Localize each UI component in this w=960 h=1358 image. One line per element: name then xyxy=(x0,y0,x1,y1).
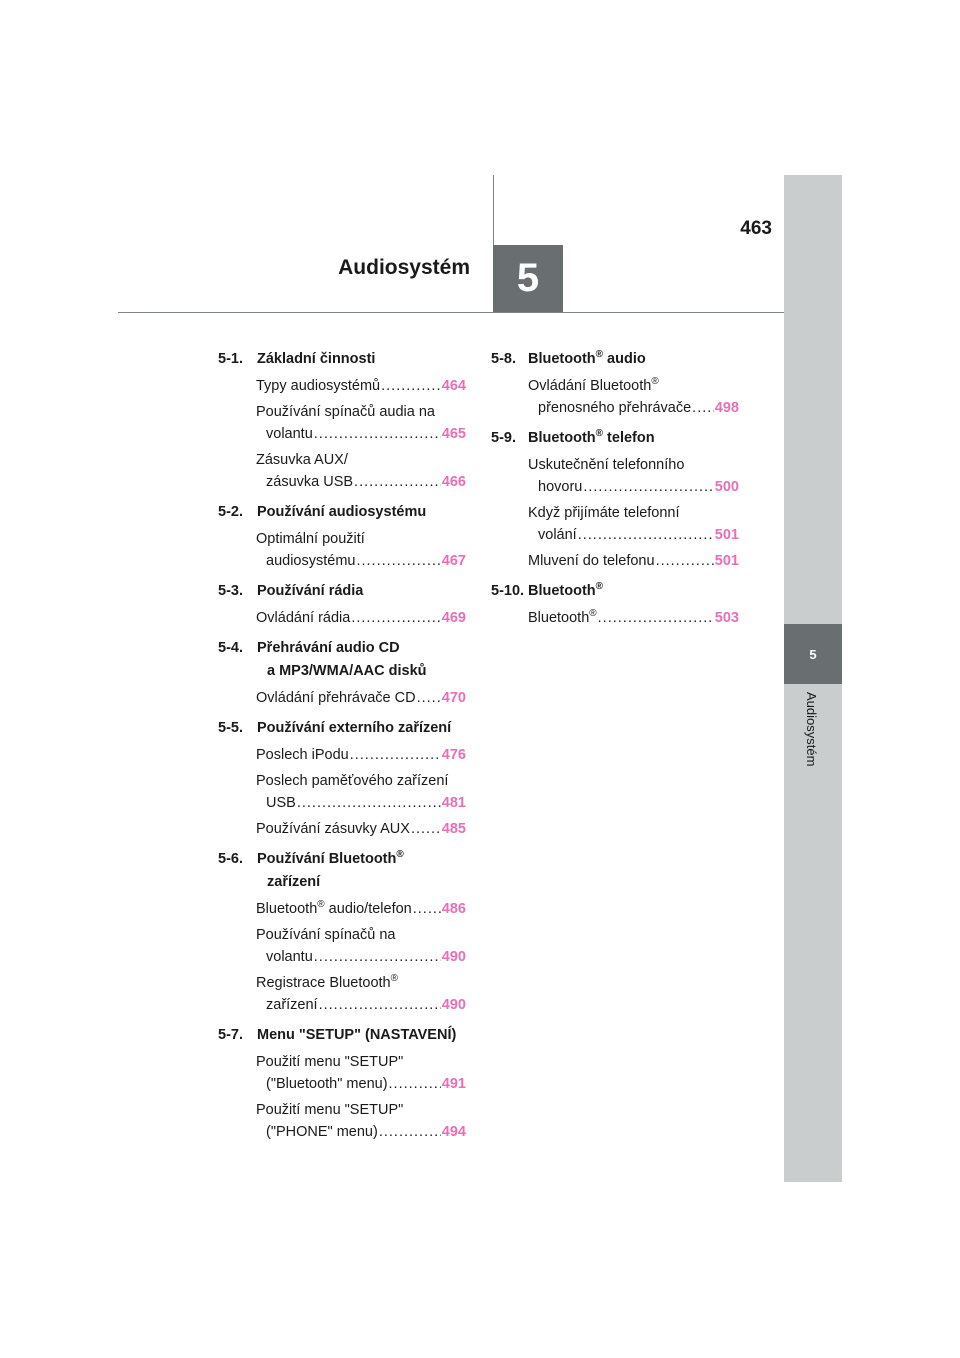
toc-entry[interactable] xyxy=(528,502,739,546)
section-number: 5-10. xyxy=(491,583,525,599)
page-link[interactable]: 481 xyxy=(441,795,466,811)
dot-leader xyxy=(578,524,714,546)
toc-entry[interactable] xyxy=(256,687,466,709)
dot-leader xyxy=(413,898,441,920)
section-title-suffix: audio xyxy=(603,351,646,367)
entry-title-line1: Optimální použití xyxy=(256,531,365,547)
entry-title: Typy audiosystémů xyxy=(256,378,381,394)
entry-title: Bluetooth xyxy=(528,610,590,626)
page-link[interactable]: 498 xyxy=(714,400,739,416)
page-link[interactable]: 494 xyxy=(441,1124,466,1140)
dot-leader xyxy=(319,994,441,1016)
entry-title: volantu xyxy=(266,426,313,442)
side-tab-number[interactable]: 5 xyxy=(784,624,842,684)
dot-leader xyxy=(354,471,441,493)
page-link[interactable]: 469 xyxy=(441,610,466,626)
dot-leader xyxy=(656,550,714,572)
entry-title-line1: Použití menu "SETUP" xyxy=(256,1054,404,1070)
toc-column-right xyxy=(491,340,739,629)
toc-entry[interactable] xyxy=(528,375,739,419)
section-number: 5-9. xyxy=(491,430,516,446)
entry-title-line1: Používání spínačů na xyxy=(256,927,396,943)
page-link[interactable]: 464 xyxy=(441,378,466,394)
section-number: 5-7. xyxy=(218,1027,243,1043)
dot-leader xyxy=(297,792,441,814)
section-title: Bluetooth xyxy=(528,430,596,446)
entry-title-line1: Registrace Bluetooth xyxy=(256,975,391,991)
entry-title: přenosného přehrávače xyxy=(538,400,692,416)
entry-title: Mluvení do telefonu xyxy=(528,553,655,569)
toc-entry[interactable] xyxy=(256,818,466,840)
dot-leader xyxy=(598,607,714,629)
entry-title: volantu xyxy=(266,949,313,965)
section-title-line2: a MP3/WMA/AAC disků xyxy=(267,663,427,679)
entry-title: ("Bluetooth" menu) xyxy=(266,1076,388,1092)
dot-leader xyxy=(411,818,441,840)
entry-title: hovoru xyxy=(538,479,583,495)
toc-column-left xyxy=(218,340,466,1143)
page-link[interactable]: 466 xyxy=(441,474,466,490)
toc-section-5-3[interactable] xyxy=(218,580,466,603)
header-divider-horizontal xyxy=(118,312,784,313)
page-link[interactable]: 476 xyxy=(441,747,466,763)
page-link[interactable]: 465 xyxy=(441,426,466,442)
entry-title: zařízení xyxy=(266,997,318,1013)
page-link[interactable]: 501 xyxy=(714,527,739,543)
registered-mark: ® xyxy=(390,973,398,984)
toc-section-5-8[interactable] xyxy=(491,348,739,371)
section-title: Bluetooth xyxy=(528,583,596,599)
page-link[interactable]: 490 xyxy=(441,997,466,1013)
registered-mark: ® xyxy=(595,581,604,592)
registered-mark: ® xyxy=(651,376,659,387)
page-link[interactable]: 470 xyxy=(441,690,466,706)
toc-section-5-4[interactable] xyxy=(218,637,466,683)
chapter-number-box: 5 xyxy=(493,245,563,312)
toc-section-5-6[interactable] xyxy=(218,848,466,894)
entry-title: Poslech iPodu xyxy=(256,747,349,763)
section-number: 5-8. xyxy=(491,351,516,367)
toc-entry[interactable] xyxy=(256,770,466,814)
toc-entry[interactable] xyxy=(256,744,466,766)
toc-entry[interactable] xyxy=(256,924,466,968)
section-title-suffix: telefon xyxy=(603,430,655,446)
section-title: Bluetooth xyxy=(528,351,596,367)
toc-entry[interactable] xyxy=(256,1099,466,1143)
registered-mark: ® xyxy=(396,849,404,860)
page-link[interactable]: 485 xyxy=(441,821,466,837)
entry-title: audio/telefon xyxy=(324,901,412,917)
toc-entry[interactable] xyxy=(528,454,739,498)
entry-title-line1: Zásuvka AUX/ xyxy=(256,452,348,468)
section-number: 5-5. xyxy=(218,720,243,736)
page-link[interactable]: 501 xyxy=(714,553,739,569)
dot-leader xyxy=(314,423,441,445)
toc-entry[interactable] xyxy=(256,898,466,920)
dot-leader xyxy=(314,946,441,968)
toc-section-5-2[interactable] xyxy=(218,501,466,524)
entry-title: audiosystému xyxy=(266,553,356,569)
entry-title-line1: Poslech paměťového zařízení xyxy=(256,773,449,789)
page-link[interactable]: 503 xyxy=(714,610,739,626)
page-link[interactable]: 486 xyxy=(441,901,466,917)
toc-entry[interactable] xyxy=(256,528,466,572)
page-number: 463 xyxy=(740,218,772,239)
entry-title-line1: Používání spínačů audia na xyxy=(256,404,435,420)
entry-title: volání xyxy=(538,527,577,543)
dot-leader xyxy=(389,1073,441,1095)
toc-section-5-1[interactable] xyxy=(218,348,466,371)
header-divider-vertical xyxy=(493,175,494,245)
section-title: Menu "SETUP" (NASTAVENÍ) xyxy=(257,1027,457,1043)
toc-section-5-10[interactable] xyxy=(491,580,739,603)
section-number: 5-6. xyxy=(218,851,243,867)
toc-entry[interactable] xyxy=(256,1051,466,1095)
page-link[interactable]: 500 xyxy=(714,479,739,495)
toc-section-5-9[interactable] xyxy=(491,427,739,450)
dot-leader xyxy=(583,476,713,498)
toc-entry[interactable] xyxy=(256,401,466,445)
page-link[interactable]: 490 xyxy=(441,949,466,965)
section-number: 5-2. xyxy=(218,504,243,520)
registered-mark: ® xyxy=(589,608,597,619)
toc-entry[interactable] xyxy=(528,550,739,572)
entry-title-line1: Uskutečnění telefonního xyxy=(528,457,685,473)
entry-brand: Bluetooth xyxy=(256,901,318,917)
section-number: 5-3. xyxy=(218,583,243,599)
section-title-line1: Přehrávání audio CD xyxy=(257,640,400,656)
registered-mark: ® xyxy=(595,349,604,360)
page-link[interactable]: 467 xyxy=(441,553,466,569)
toc-entry[interactable] xyxy=(528,607,739,629)
toc-section-5-5[interactable] xyxy=(218,717,466,740)
toc-section-5-7[interactable] xyxy=(218,1024,466,1047)
entry-title: zásuvka USB xyxy=(266,474,354,490)
section-title: Používání externího zařízení xyxy=(257,720,452,736)
toc-entry[interactable] xyxy=(256,972,466,1016)
section-title: Používání rádia xyxy=(257,583,364,599)
side-tab-label-text: Audiosystém xyxy=(804,692,819,767)
entry-title: Ovládání rádia xyxy=(256,610,351,626)
entry-title-line1: Ovládání Bluetooth xyxy=(528,378,652,394)
dot-leader xyxy=(417,687,441,709)
section-title: Používání audiosystému xyxy=(257,504,427,520)
dot-leader xyxy=(379,1121,441,1143)
entry-title-line1: Použití menu "SETUP" xyxy=(256,1102,404,1118)
dot-leader xyxy=(692,397,714,419)
dot-leader xyxy=(351,607,440,629)
entry-title: USB xyxy=(266,795,296,811)
section-title-line1: Používání Bluetooth xyxy=(257,851,397,867)
page-link[interactable]: 491 xyxy=(441,1076,466,1092)
registered-mark: ® xyxy=(595,428,604,439)
toc-entry[interactable] xyxy=(256,607,466,629)
section-title: Základní činnosti xyxy=(257,351,376,367)
dot-leader xyxy=(381,375,441,397)
section-number: 5-1. xyxy=(218,351,243,367)
side-tab-label xyxy=(784,692,842,892)
chapter-title: Audiosystém xyxy=(338,256,470,279)
registered-mark: ® xyxy=(317,899,325,910)
dot-leader xyxy=(356,550,440,572)
entry-title-line1: Když přijímáte telefonní xyxy=(528,505,680,521)
toc-entry[interactable] xyxy=(256,375,466,397)
entry-title: ("PHONE" menu) xyxy=(266,1124,378,1140)
section-number: 5-4. xyxy=(218,640,243,656)
entry-title: Ovládání přehrávače CD xyxy=(256,690,416,706)
dot-leader xyxy=(350,744,441,766)
section-title-line2: zařízení xyxy=(267,874,321,890)
entry-title: Používání zásuvky AUX xyxy=(256,821,410,837)
toc-entry[interactable] xyxy=(256,449,466,493)
